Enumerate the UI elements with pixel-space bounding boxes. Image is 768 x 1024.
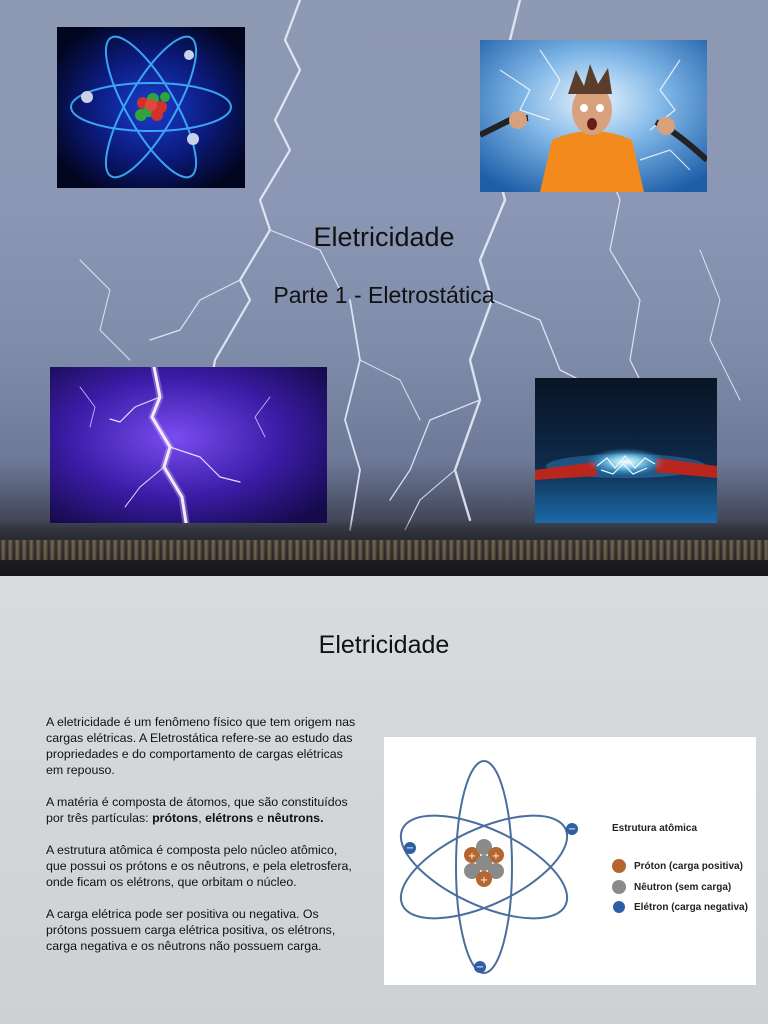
paragraph-3: A estrutura atômica é composta pelo núcleo atômico, que possui os prótons e os nêutrons, e pela eletrosfera, onde ficam os elétrons, que orbitam o núcleo.: [46, 843, 352, 889]
svg-text:−: −: [567, 824, 577, 835]
legend-electron: Elétron (carga negativa): [612, 901, 748, 913]
svg-text:+: +: [467, 851, 477, 862]
nucleus: [464, 839, 504, 887]
atomic-structure-diagram: [384, 737, 756, 985]
legend-title: Estrutura atômica: [612, 823, 698, 834]
purple-lightning-image: [50, 367, 327, 523]
paragraph-4: A carga elétrica pode ser positiva ou negativa. Os prótons possuem carga elétrica positiva, os elétrons, carga negativa e os nêutrons não possuem carga.: [46, 907, 336, 953]
neutron-icon: [612, 880, 626, 894]
svg-text:+: +: [491, 851, 501, 862]
legend-proton: Próton (carga positiva): [612, 859, 743, 873]
atom-image: [57, 27, 245, 188]
paragraph-1: A eletricidade é um fenômeno físico que tem origem nas cargas elétricas. A Eletrostática refere-se ao estudo das propriedades e do comportamento de cargas elétricas em repouso.: [46, 715, 356, 777]
slide1-title: Eletricidade: [313, 222, 455, 252]
paragraph-2: A matéria é composta de átomos, que são constituídos por três partículas: prótons, elétrons e nêutrons.: [46, 795, 348, 825]
proton-icon: [612, 859, 626, 873]
sparking-cables-image: [535, 378, 717, 523]
legend-neutron: Nêutron (sem carga): [612, 880, 731, 894]
city-lights: [0, 540, 768, 560]
slide2-title: Eletricidade: [318, 631, 450, 659]
svg-text:+: +: [479, 875, 489, 886]
shocked-boy-image: [480, 40, 707, 192]
electron-icon: [613, 901, 625, 913]
slide1-subtitle: Parte 1 - Eletrostática: [273, 282, 495, 308]
slide-content: [0, 576, 768, 1024]
svg-text:−: −: [405, 843, 415, 854]
slide2-body: [46, 714, 356, 970]
svg-text:−: −: [475, 962, 485, 973]
